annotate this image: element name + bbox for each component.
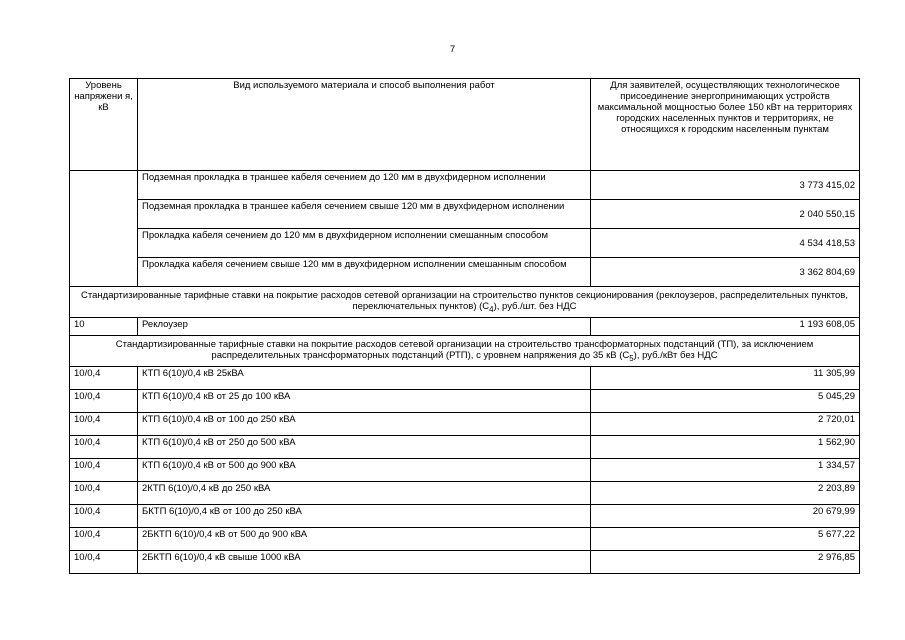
work-cell: КТП 6(10)/0,4 кВ 25кВА xyxy=(138,367,591,390)
work-cell: 2КТП 6(10)/0,4 кВ до 250 кВА xyxy=(138,482,591,505)
table-row xyxy=(70,505,860,528)
work-cell: 2БКТП 6(10)/0,4 кВ свыше 1000 кВА xyxy=(138,551,591,574)
value-cell: 1 193 608,05 xyxy=(591,318,860,336)
table-row xyxy=(70,459,860,482)
voltage-cell: 10/0,4 xyxy=(70,551,138,574)
value-cell: 1 334,57 xyxy=(591,459,860,482)
voltage-cell: 10/0,4 xyxy=(70,413,138,436)
value-cell: 3 773 415,02 xyxy=(591,171,860,200)
work-cell: Подземная прокладка в траншее кабеля сечением свыше 120 мм в двухфидерном исполнении xyxy=(138,200,591,229)
work-cell: КТП 6(10)/0,4 кВ от 500 до 900 кВА xyxy=(138,459,591,482)
work-cell: Подземная прокладка в траншее кабеля сечением до 120 мм в двухфидерном исполнении xyxy=(138,171,591,200)
table-row xyxy=(70,171,860,200)
voltage-cell: 10/0,4 xyxy=(70,459,138,482)
voltage-cell: 10/0,4 xyxy=(70,482,138,505)
voltage-cell: 10/0,4 xyxy=(70,436,138,459)
value-cell: 20 679,99 xyxy=(591,505,860,528)
section-row-c4 xyxy=(70,287,860,318)
value-cell: 2 976,85 xyxy=(591,551,860,574)
work-cell: Прокладка кабеля сечением до 120 мм в двухфидерном исполнении смешанным способом xyxy=(138,229,591,258)
value-cell: 1 562,90 xyxy=(591,436,860,459)
work-cell: БКТП 6(10)/0,4 кВ от 100 до 250 кВА xyxy=(138,505,591,528)
header-voltage: Уровень напряжени я, кВ xyxy=(70,79,138,171)
work-cell: КТП 6(10)/0,4 кВ от 25 до 100 кВА xyxy=(138,390,591,413)
value-cell: 2 040 550,15 xyxy=(591,200,860,229)
section-title-c5: Стандартизированные тарифные ставки на покрытие расходов сетевой организации на строительство трансформаторных подстанций (ТП), за исключением распределительных трансформаторных подстанций (РТП), с уровнем напряжения до 35 кВ $(C_5)$, руб./кВт без НДС xyxy=(70,336,860,367)
table-row xyxy=(70,528,860,551)
voltage-cell: 10 xyxy=(70,318,138,336)
voltage-cell-empty xyxy=(70,171,138,287)
work-cell: Прокладка кабеля сечением свыше 120 мм в двухфидерном исполнении смешанным способом xyxy=(138,258,591,287)
work-cell: Реклоузер xyxy=(138,318,591,336)
value-cell: 3 362 804,69 xyxy=(591,258,860,287)
value-cell: 4 534 418,53 xyxy=(591,229,860,258)
work-cell: КТП 6(10)/0,4 кВ от 100 до 250 кВА xyxy=(138,413,591,436)
table-row xyxy=(70,390,860,413)
tariff-table xyxy=(69,78,860,574)
section-title-c4: Стандартизированные тарифные ставки на покрытие расходов сетевой организации на строительство пунктов секционирования (реклоузеров, распределительных пунктов, переключательных пунктов) $(C_4)$, руб./шт. без НДС xyxy=(70,287,860,318)
header-row xyxy=(70,79,860,171)
table-row xyxy=(70,551,860,574)
table-row xyxy=(70,413,860,436)
value-cell: 2 720,01 xyxy=(591,413,860,436)
value-cell: 2 203,89 xyxy=(591,482,860,505)
table-row xyxy=(70,200,860,229)
table-row xyxy=(70,258,860,287)
page-number: 7 xyxy=(449,44,456,55)
value-cell: 5 677,22 xyxy=(591,528,860,551)
voltage-cell: 10/0,4 xyxy=(70,367,138,390)
voltage-cell: 10/0,4 xyxy=(70,390,138,413)
voltage-cell: 10/0,4 xyxy=(70,505,138,528)
work-cell: 2БКТП 6(10)/0,4 кВ от 500 до 900 кВА xyxy=(138,528,591,551)
table-row xyxy=(70,436,860,459)
value-cell: 5 045,29 xyxy=(591,390,860,413)
table-row xyxy=(70,367,860,390)
table-row xyxy=(70,482,860,505)
table-row xyxy=(70,229,860,258)
table-row xyxy=(70,318,860,336)
header-work-type: Вид используемого материала и способ выполнения работ xyxy=(138,79,591,171)
header-applicants: Для заявителей, осуществляющих технологическое присоединение энергопринимающих устройств максимальной мощностью более 150 кВт на территориях городских населенных пунктов и территориях, не относящихся к городским населенным пунктам xyxy=(591,79,860,171)
work-cell: КТП 6(10)/0,4 кВ от 250 до 500 кВА xyxy=(138,436,591,459)
value-cell: 11 305,99 xyxy=(591,367,860,390)
voltage-cell: 10/0,4 xyxy=(70,528,138,551)
section-row-c5 xyxy=(70,336,860,367)
